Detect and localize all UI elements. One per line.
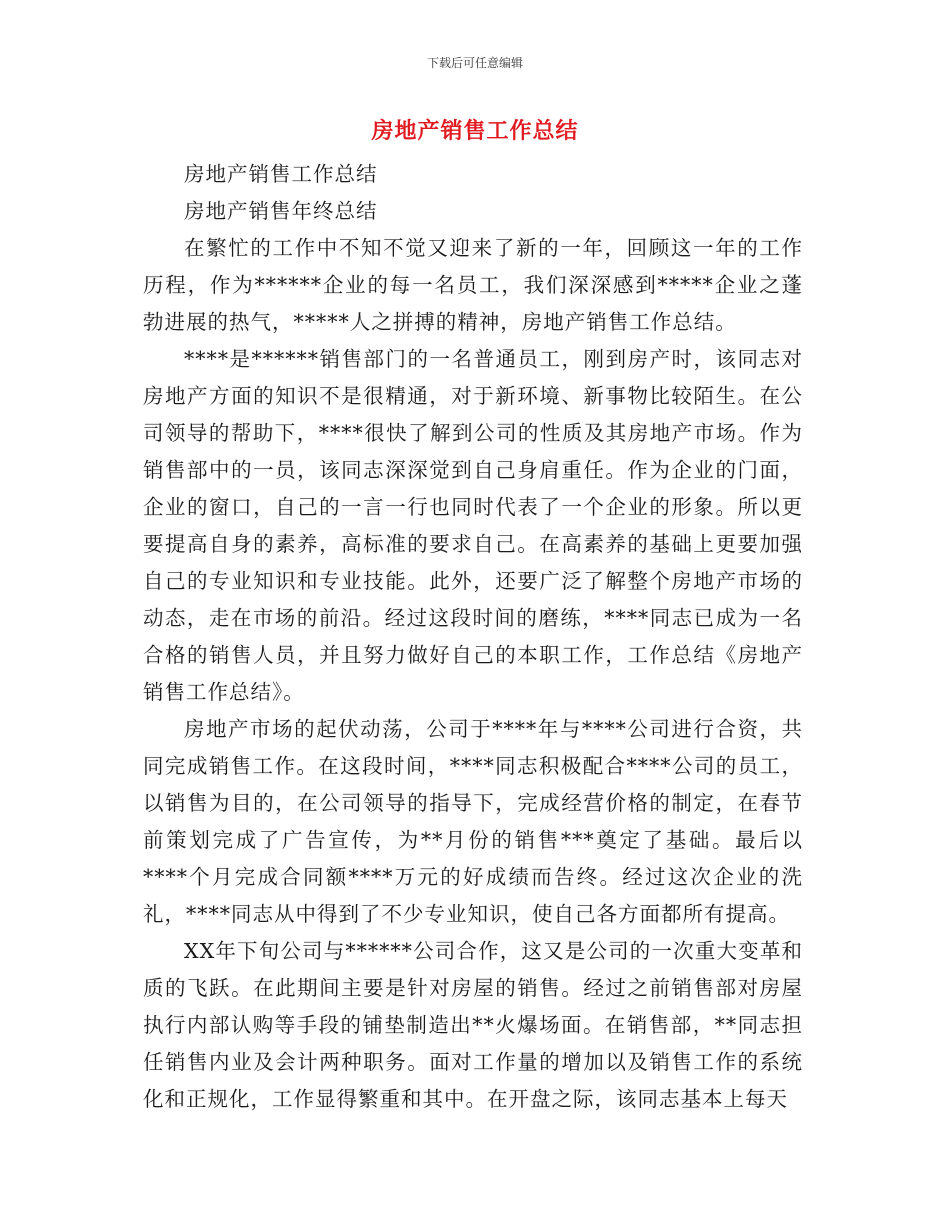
paragraph: ****是******销售部门的一名普通员工，刚到房产时，该同志对房地产方面的知识不是很精通，对于新环境、新事物比较陌生。在公司领导的帮助下，****很快了解到公司的性质及其房地产市场。作为销售部中的一员，该同志深深觉到自己身肩重任。作为企业的门面，企业的窗口，自己的一言一行也同时代表了一个企业的形象。所以更要提高自身的素养，高标准的要求自己。在高素养的基础上更要加强自己的专业知识和专业技能。此外，还要广泛了解整个房地产市场的动态，走在市场的前沿。经过这段时间的磨练，****同志已成为一名合格的销售人员，并且努力做好自己的本职工作，工作总结《房地产销售工作总结》。 (143, 347, 803, 704)
document-body (143, 156, 803, 1118)
page-header: 下载后可任意编辑 (426, 56, 523, 70)
paragraph: 在繁忙的工作中不知不觉又迎来了新的一年，回顾这一年的工作历程，作为******企业的每一名员工，我们深深感到*****企业之蓬勃进展的热气，*****人之拼搏的精神，房地产销售工作总结。 (143, 236, 803, 334)
paragraph: 房地产销售年终总结 (184, 199, 378, 223)
document-title: 房地产销售工作总结 (371, 118, 579, 144)
paragraph: XX年下旬公司与******公司合作，这又是公司的一次重大变革和质的飞跃。在此期间主要是针对房屋的销售。经过之前销售部对房屋执行内部认购等手段的铺垫制造出**火爆场面。在销售部，**同志担任销售内业及会计两种职务。面对工作量的增加以及销售工作的系统化和正规化，工作显得繁重和其中。在开盘之际，该同志基本上每天 (143, 939, 803, 1111)
paragraph: 房地产市场的起伏动荡，公司于****年与****公司进行合资，共同完成销售工作。在这段时间，****同志积极配合****公司的员工，以销售为目的，在公司领导的指导下，完成经营价格的制定，在春节前策划完成了广告宣传，为**月份的销售***奠定了基础。最后以****个月完成合同额****万元的好成绩而告终。经过这次企业的洗礼，****同志从中得到了不少专业知识，使自己各方面都所有提高。 (143, 717, 803, 926)
paragraph: 房地产销售工作总结 (184, 162, 378, 186)
